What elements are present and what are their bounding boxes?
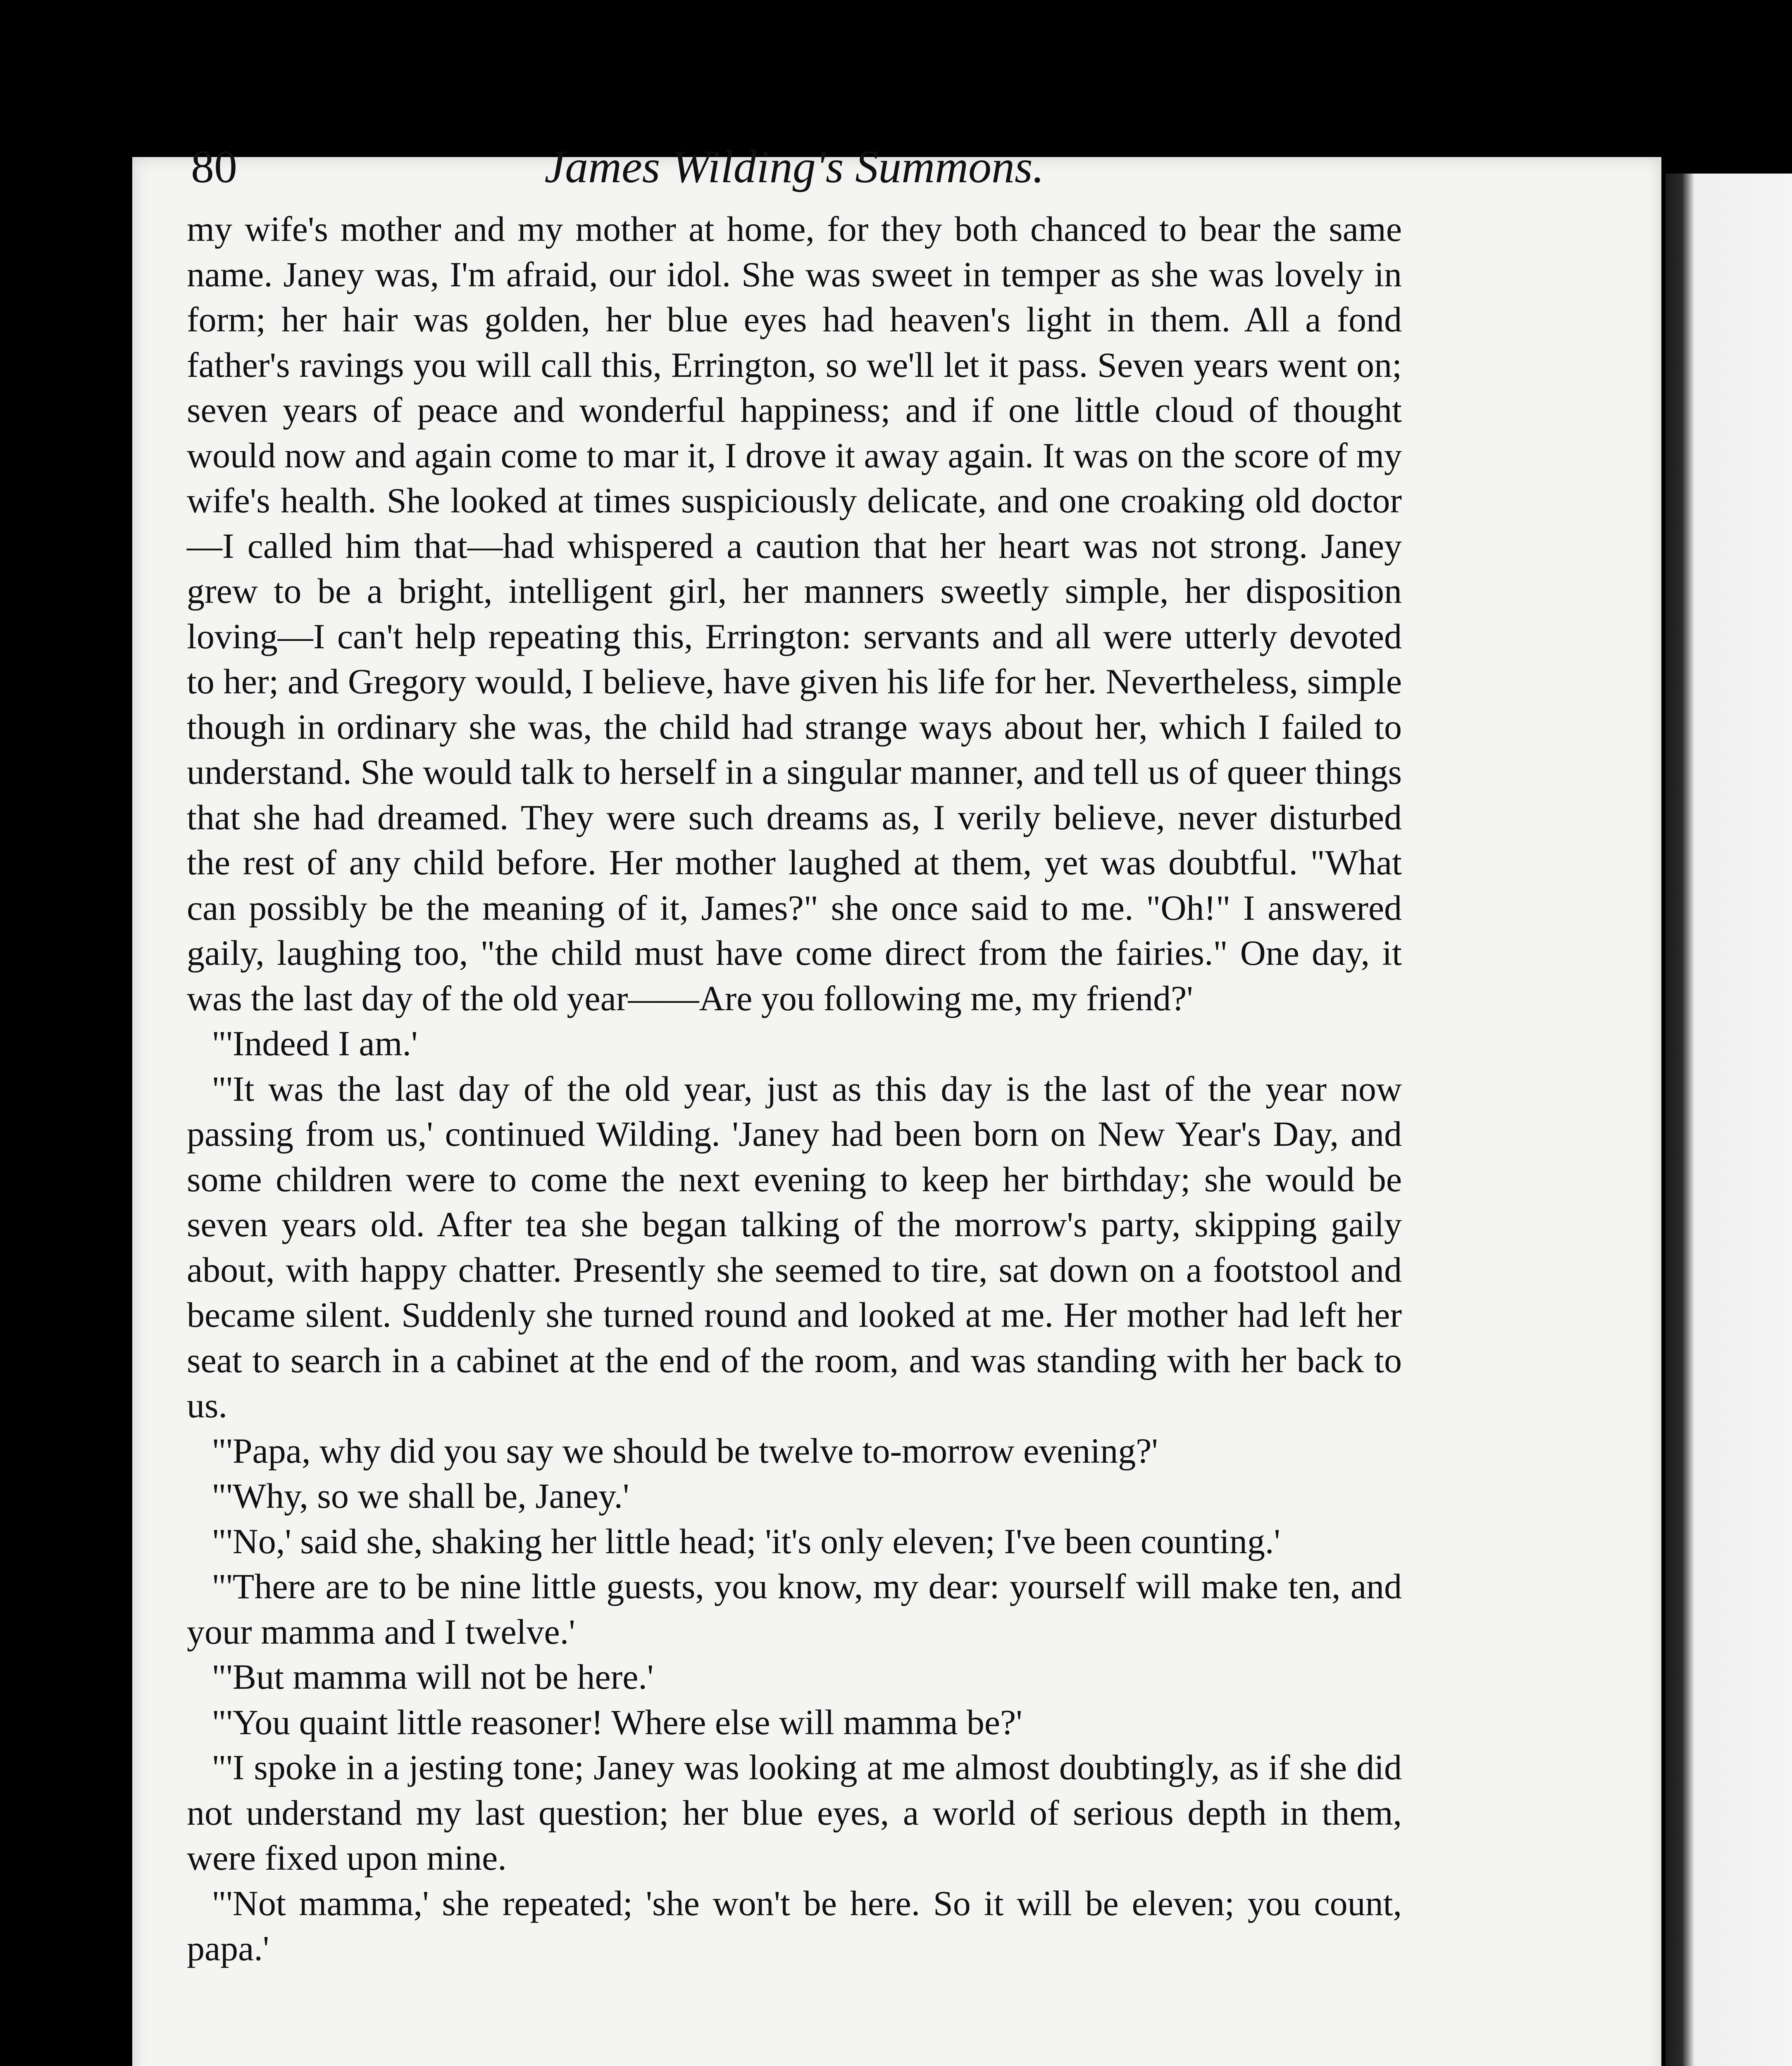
adjacent-page-edge: [1666, 174, 1792, 2066]
paragraph: "'I spoke in a jesting tone; Janey was looking at me almost doubtingly, as if she did not understand my last question; her blue eyes, a world of serious depth in them, were fixed upon mine.: [187, 1747, 1402, 1878]
page-content: [187, 124, 1402, 1971]
running-title: James Wilding's Summons.: [544, 141, 1044, 193]
paragraph: "'It was the last day of the old year, just as this day is the last of the year now passing from us,' continued Wilding. 'Janey had been born on New Year's Day, and some children were to come the next evening to keep her birthday; she would be seven years old. After tea she began talking of the morrow's party, skipping gaily about, with happy chatter. Presently she seemed to tire, sat down on a footstool and became silent. Suddenly she turned round and looked at me. Her mother had left her seat to search in a cabinet at the end of the room, and was standing with her back to us.: [187, 1069, 1402, 1425]
page-number: 80: [191, 141, 237, 193]
paragraph: "'Why, so we shall be, Janey.': [212, 1476, 629, 1516]
paragraph: "'Indeed I am.': [212, 1023, 418, 1063]
paragraph: "'Not mamma,' she repeated; 'she won't be here. So it will be eleven; you count, papa.': [187, 1883, 1402, 1968]
paragraph: "'No,' said she, shaking her little head; 'it's only eleven; I've been counting.': [212, 1521, 1280, 1561]
page-header: [187, 124, 1402, 207]
paragraph: my wife's mother and my mother at home, for they both chanced to bear the same name. Janey was, I'm afraid, our idol. She was sweet in temper as she was lovely in form; her hair was golden, her blue eyes had heaven's light in them. All a fond father's ravings you will call this, Errington, so we'll let it pass. Seven years went on; seven years of peace and wonderful happiness; and if one little cloud of thought would now and again come to mar it, I drove it away again. It was on the score of my wife's health. She looked at times suspiciously delicate, and one croaking old doctor—I called him that—had whispered a caution that her heart was not strong. Janey grew to be a bright, intelligent girl, her manners sweetly simple, her disposition loving—I can't help repeating this, Errington: servants and all were utterly devoted to her; and Gregory would, I believe, have given his life for her. Nevertheless, simple though in ordinary she was, the child had strange ways about her, which I failed to understand. She would talk to herself in a singular manner, and tell us of queer things that she had dreamed. They were such dreams as, I verily believe, never disturbed the rest of any child before. Her mother laughed at them, yet was doubtful. "What can possibly be the meaning of it, James?" she once said to me. "Oh!" I answered gaily, laughing too, "the child must have come direct from the fairies." One day, it was the last day of the old year——Are you following me, my friend?': [187, 209, 1402, 1018]
paragraph: "'But mamma will not be here.': [212, 1657, 654, 1697]
paragraph: "'You quaint little reasoner! Where else will mamma be?': [212, 1702, 1022, 1742]
paragraph: "'Papa, why did you say we should be twelve to-morrow evening?': [212, 1430, 1158, 1471]
paragraph: "'There are to be nine little guests, you know, my dear: yourself will make ten, and your mamma and I twelve.': [187, 1566, 1402, 1652]
body-text: [187, 207, 1402, 1971]
